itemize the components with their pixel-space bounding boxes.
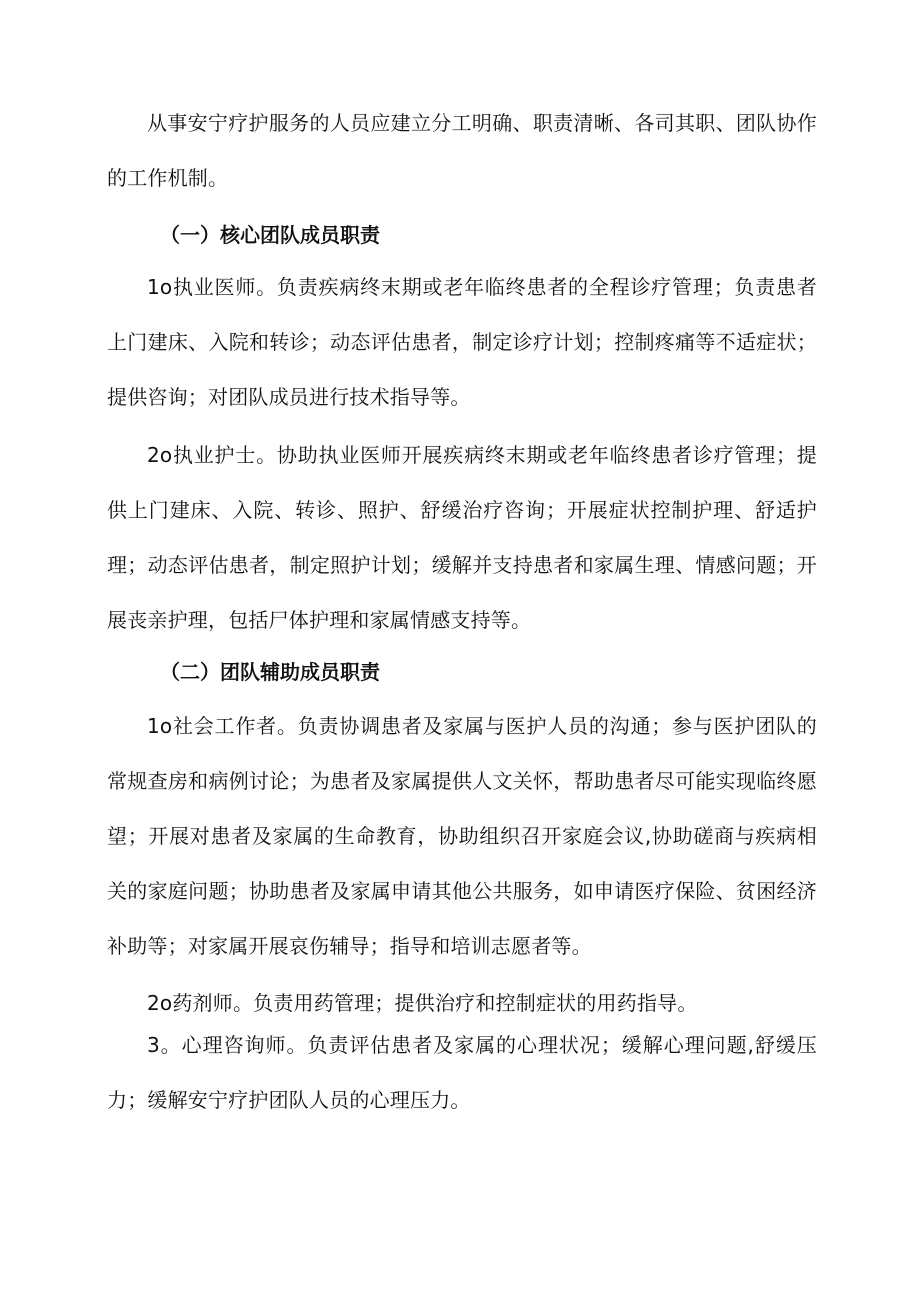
section-heading-core-team: （一）核心团队成员职责 bbox=[160, 223, 380, 247]
paragraph-physician: 1o执业医师。负责疾病终末期或老年临终患者的全程诊疗管理；负责患者上门建床、入院和转诊；动态评估患者，制定诊疗计划；控制疼痛等不适症状；提供咨询；对团队成员进行技术指导等。 bbox=[107, 275, 817, 409]
paragraph-nurse: 2o执业护士。协助执业医师开展疾病终末期或老年临终患者诊疗管理；提供上门建床、入院、转诊、照护、舒缓治疗咨询；开展症状控制护理、舒适护理；动态评估患者，制定照护计划；缓解并支持患者和家属生理、情感问题；开展丧亲护理，包括尸体护理和家属情感支持等。 bbox=[107, 443, 817, 632]
paragraph-psychologist: 3。心理咨询师。负责评估患者及家属的心理状况；缓解心理问题,舒缓压力；缓解安宁疗护团队人员的心理压力。 bbox=[107, 1033, 817, 1112]
paragraph-pharmacist: 2o药剂师。负责用药管理；提供治疗和控制症状的用药指导。 bbox=[147, 991, 698, 1015]
intro-paragraph: 从事安宁疗护服务的人员应建立分工明确、职责清晰、各司其职、团队协作的工作机制。 bbox=[107, 111, 817, 190]
section-heading-support-team: （二）团队辅助成员职责 bbox=[160, 660, 380, 684]
paragraph-social-worker: 1o社会工作者。负责协调患者及家属与医护人员的沟通；参与医护团队的常规查房和病例讨论；为患者及家属提供人文关怀，帮助患者尽可能实现临终愿望；开展对患者及家属的生命教育，协助组织召开家庭会议,协助磋商与疾病相关的家庭问题；协助患者及家属申请其他公共服务，如申请医疗保险、贫困经济补助等；对家属开展哀伤辅导；指导和培训志愿者等。 bbox=[107, 714, 817, 958]
